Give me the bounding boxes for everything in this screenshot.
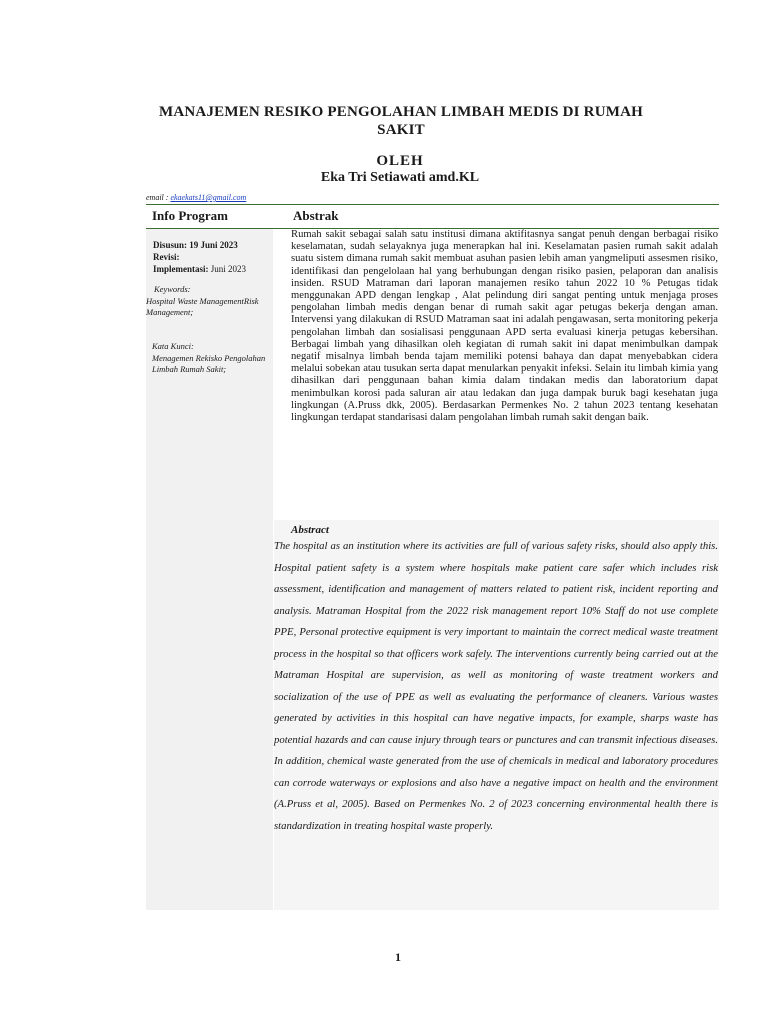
paper-title: MANAJEMEN RESIKO PENGOLAHAN LIMBAH MEDIS DI RUMAH SAKIT xyxy=(159,104,643,138)
email-label: email : xyxy=(146,193,171,202)
implementasi-value: Juni 2023 xyxy=(208,264,247,274)
revisi-label: Revisi: xyxy=(153,252,180,262)
abstrak-paragraph: Rumah sakit sebagai salah satu institusi dimana aktifitasnya sangat penuh dengan berbagai risiko keselamatan, sudah selayaknya juga menerapkan hal ini. Keselamatan pasien rumah sakit adalah suatu sistem dimana rumah sakit membuat asuhan pasien lebih aman yangmeliputi assesmen risiko, identifikasi dan pengelolaan hal yang berhubungan dengan risiko pasien, pelaporan dan analisis insiden. RSUD Matraman dari laporan manajemen resiko tahun 2022 10 % Petugas tidak menggunakan APD dengan lengkap , Alat pelindung diri sangat penting untuk menjaga proses pengolahan limbah medis dengan benar di rumah sakit agar petugas bekerja dengan aman. Intervensi yang dilakukan di RSUD Matraman saat ini adalah pengawasan, serta monitoring pekerja pengolahan limbah dan sosialisasi penggunaan APD serta evaluasi kinerja petugas kebersihan. Berbagai limbah yang dihasilkan oleh kegiatan di rumah sakit ini dapat menimbulkan dampak negatif misalnya limbah benda tajam memiliki potensi bahaya dan dapat menyebabkan cidera melalui sobekan atau tusukan serta dapat menularkan penyakit infeksi. Selain itu limbah kimia yang dihasilkan dari penggunaan bahan kimia dalam tindakan medis dan laboratorium dapat menimbulkan korosi pada saluran air atau ledakan dan juga dampak buruk bagi kesehatan juga lingkungan (A.Pruss dkk, 2005). Berdasarkan Permenkes No. 2 tahun 2023 tentang kesehatan lingkungan terdapat standarisasi dalam pengolahan limbah rumah sakit dengan baik. xyxy=(291,229,718,424)
email-link[interactable]: ekaekats11@gmail.com xyxy=(170,193,247,202)
info-program-sidebar xyxy=(146,229,273,910)
keywords-label: Keywords: xyxy=(154,284,191,294)
article-dates xyxy=(153,239,271,275)
kata-kunci-label: Kata Kunci: xyxy=(152,341,194,351)
page-number: 1 xyxy=(395,950,401,964)
email-line xyxy=(146,193,246,202)
implementasi-label: Implementasi: xyxy=(153,264,209,274)
kata-kunci-block xyxy=(152,341,270,376)
abstract-paragraph: The hospital as an institution where its activities are full of various safety risks, should also apply this. Hospital patient safety is a system where hospitals make patient care safer which includes risk assessment, identification and management of matters related to patient risk, incident reporting and analysis. Matraman Hospital from the 2022 risk management report 10% Staff do not use complete PPE, Personal protective equipment is very important to maintain the correct medical waste treatment process in the hospital so that officers work safely. The interventions currently being carried out at the Matraman Hospital are supervision, as well as monitoring of waste treatment workers and socialization of the use of PPE as well as evaluating the performance of cleaners. Various wastes generated by activities in this hospital can have negative impacts, for example, sharps waste has potential hazards and can cause injury through tears or punctures and can transmit infectious diseases. In addition, chemical waste generated from the use of chemicals in medical and laboratory procedures can corrode waterways or explosions and also have a negative impact on health and the environment (A.Pruss et al, 2005). Based on Permenkes No. 2 of 2023 concerning environmental health there is standardization in treating hospital waste properly. xyxy=(274,540,718,832)
abstract-heading: Abstract xyxy=(291,524,329,536)
info-program-heading: Info Program xyxy=(152,208,228,223)
author-name: Eka Tri Setiawati amd.KL xyxy=(320,170,480,185)
keywords-block xyxy=(146,284,270,319)
top-divider xyxy=(146,204,719,205)
abstrak-heading: Abstrak xyxy=(293,208,339,223)
kata-kunci-value: Menagemen Rekisko Pengolahan Limbah Rumah Sakit; xyxy=(152,352,266,374)
keywords-value: Hospital Waste ManagementRisk Management; xyxy=(146,295,259,317)
disusun-label: Disusun: 19 Juni 2023 xyxy=(153,240,238,250)
by-label: OLEH xyxy=(376,153,424,169)
